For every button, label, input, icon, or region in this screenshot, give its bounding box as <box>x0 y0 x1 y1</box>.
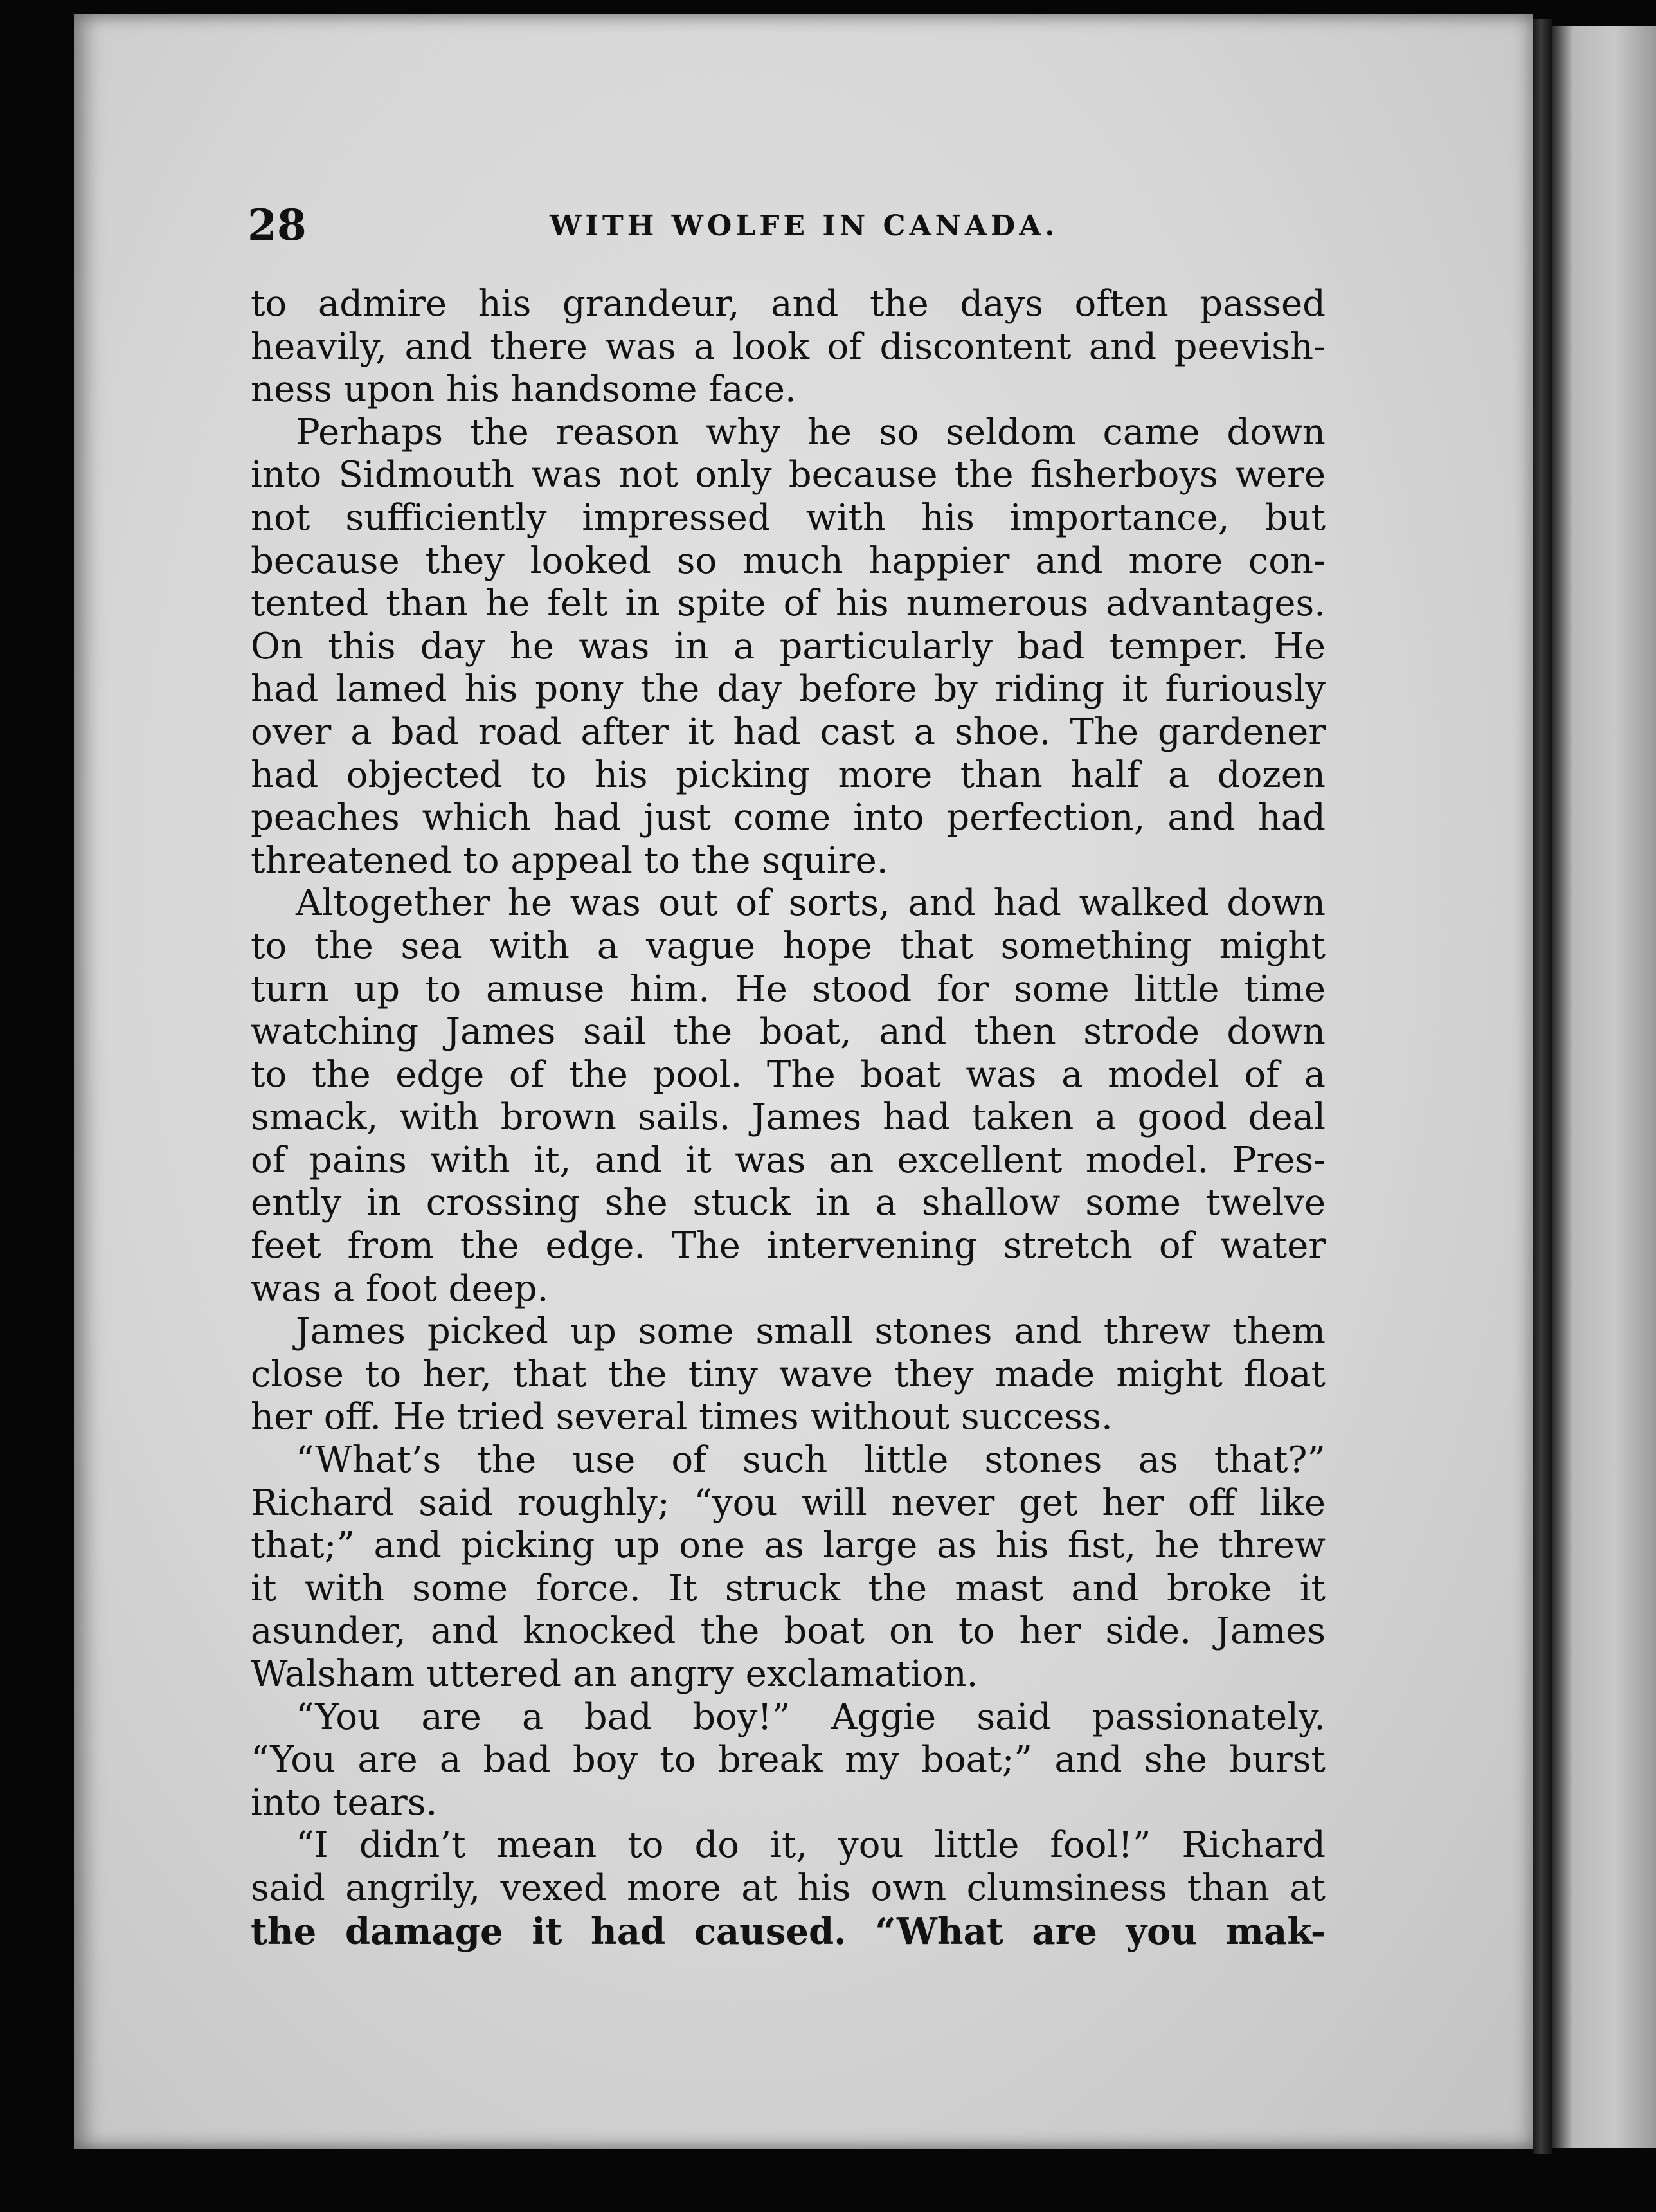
text-line: of pains with it, and it was an excellent model. Pres- <box>251 1139 1326 1181</box>
text-line: over a bad road after it had cast a shoe. The gardener <box>251 711 1326 753</box>
text-line: had objected to his picking more than half a dozen <box>251 754 1326 796</box>
text-line: Altogether he was out of sorts, and had walked down <box>296 882 1326 925</box>
text-line: asunder, and knocked the boat on to her side. James <box>251 1610 1326 1653</box>
text-line: was a foot deep. <box>251 1267 549 1310</box>
text-line: close to her, that the tiny wave they made might float <box>251 1353 1326 1395</box>
text-line: “You are a bad boy!” Aggie said passionately. <box>296 1696 1326 1738</box>
text-line: it with some force. It struck the mast and broke it <box>251 1567 1326 1609</box>
text-line: to the sea with a vague hope that something might <box>251 925 1326 967</box>
text-line: ently in crossing she stuck in a shallow some twelve <box>251 1182 1326 1224</box>
body-text <box>251 283 1326 1953</box>
text-line: Perhaps the reason why he so seldom came down <box>296 411 1326 453</box>
adjacent-page-edge <box>1553 26 1656 2148</box>
text-line: On this day he was in a particularly bad temper. He <box>251 625 1326 667</box>
text-line: tented than he felt in spite of his numerous advantages. <box>251 583 1326 625</box>
text-line: the damage it had caused. “What are you mak- <box>251 1910 1326 1953</box>
text-line: Richard said roughly; “you will never get her off like <box>251 1482 1326 1524</box>
text-line: “What’s the use of such little stones as that?” <box>296 1439 1326 1482</box>
text-line: watching James sail the boat, and then strode down <box>251 1011 1326 1053</box>
text-line: “I didn’t mean to do it, you little fool!” Richard <box>296 1824 1326 1867</box>
text-line: to admire his grandeur, and the days often passed <box>251 283 1326 325</box>
text-line: that;” and picking up one as large as his fist, he threw <box>251 1525 1326 1567</box>
text-line: said angrily, vexed more at his own clumsiness than at <box>251 1867 1326 1909</box>
text-line: James picked up some small stones and threw them <box>296 1310 1326 1353</box>
text-line: into tears. <box>251 1781 438 1824</box>
text-line: ness upon his handsome face. <box>251 368 797 411</box>
text-line: not sufficiently impressed with his importance, but <box>251 496 1326 539</box>
text-line: “You are a bad boy to break my boat;” and she burst <box>251 1739 1326 1781</box>
text-line: to the edge of the pool. The boat was a model of a <box>251 1053 1326 1096</box>
text-line: had lamed his pony the day before by riding it furiously <box>251 668 1326 711</box>
text-line: her off. He tried several times without success. <box>251 1396 1113 1438</box>
page-header <box>248 196 1328 254</box>
text-line: smack, with brown sails. James had taken a good deal <box>251 1096 1326 1139</box>
text-line: because they looked so much happier and more con- <box>251 539 1326 582</box>
text-line: feet from the edge. The intervening stretch of water <box>251 1225 1326 1267</box>
page-number: 28 <box>248 200 307 250</box>
text-line: into Sidmouth was not only because the fisherboys were <box>251 454 1326 496</box>
text-line: peaches which had just come into perfection, and had <box>251 797 1326 839</box>
running-title: WITH WOLFE IN CANADA. <box>550 210 1059 242</box>
text-line: Walsham uttered an angry exclamation. <box>251 1653 978 1695</box>
book-gutter <box>1533 19 1553 2154</box>
text-line: heavily, and there was a look of discontent and peevish- <box>251 325 1326 368</box>
text-line: turn up to amuse him. He stood for some little time <box>251 968 1326 1010</box>
text-line: threatened to appeal to the squire. <box>251 839 888 882</box>
